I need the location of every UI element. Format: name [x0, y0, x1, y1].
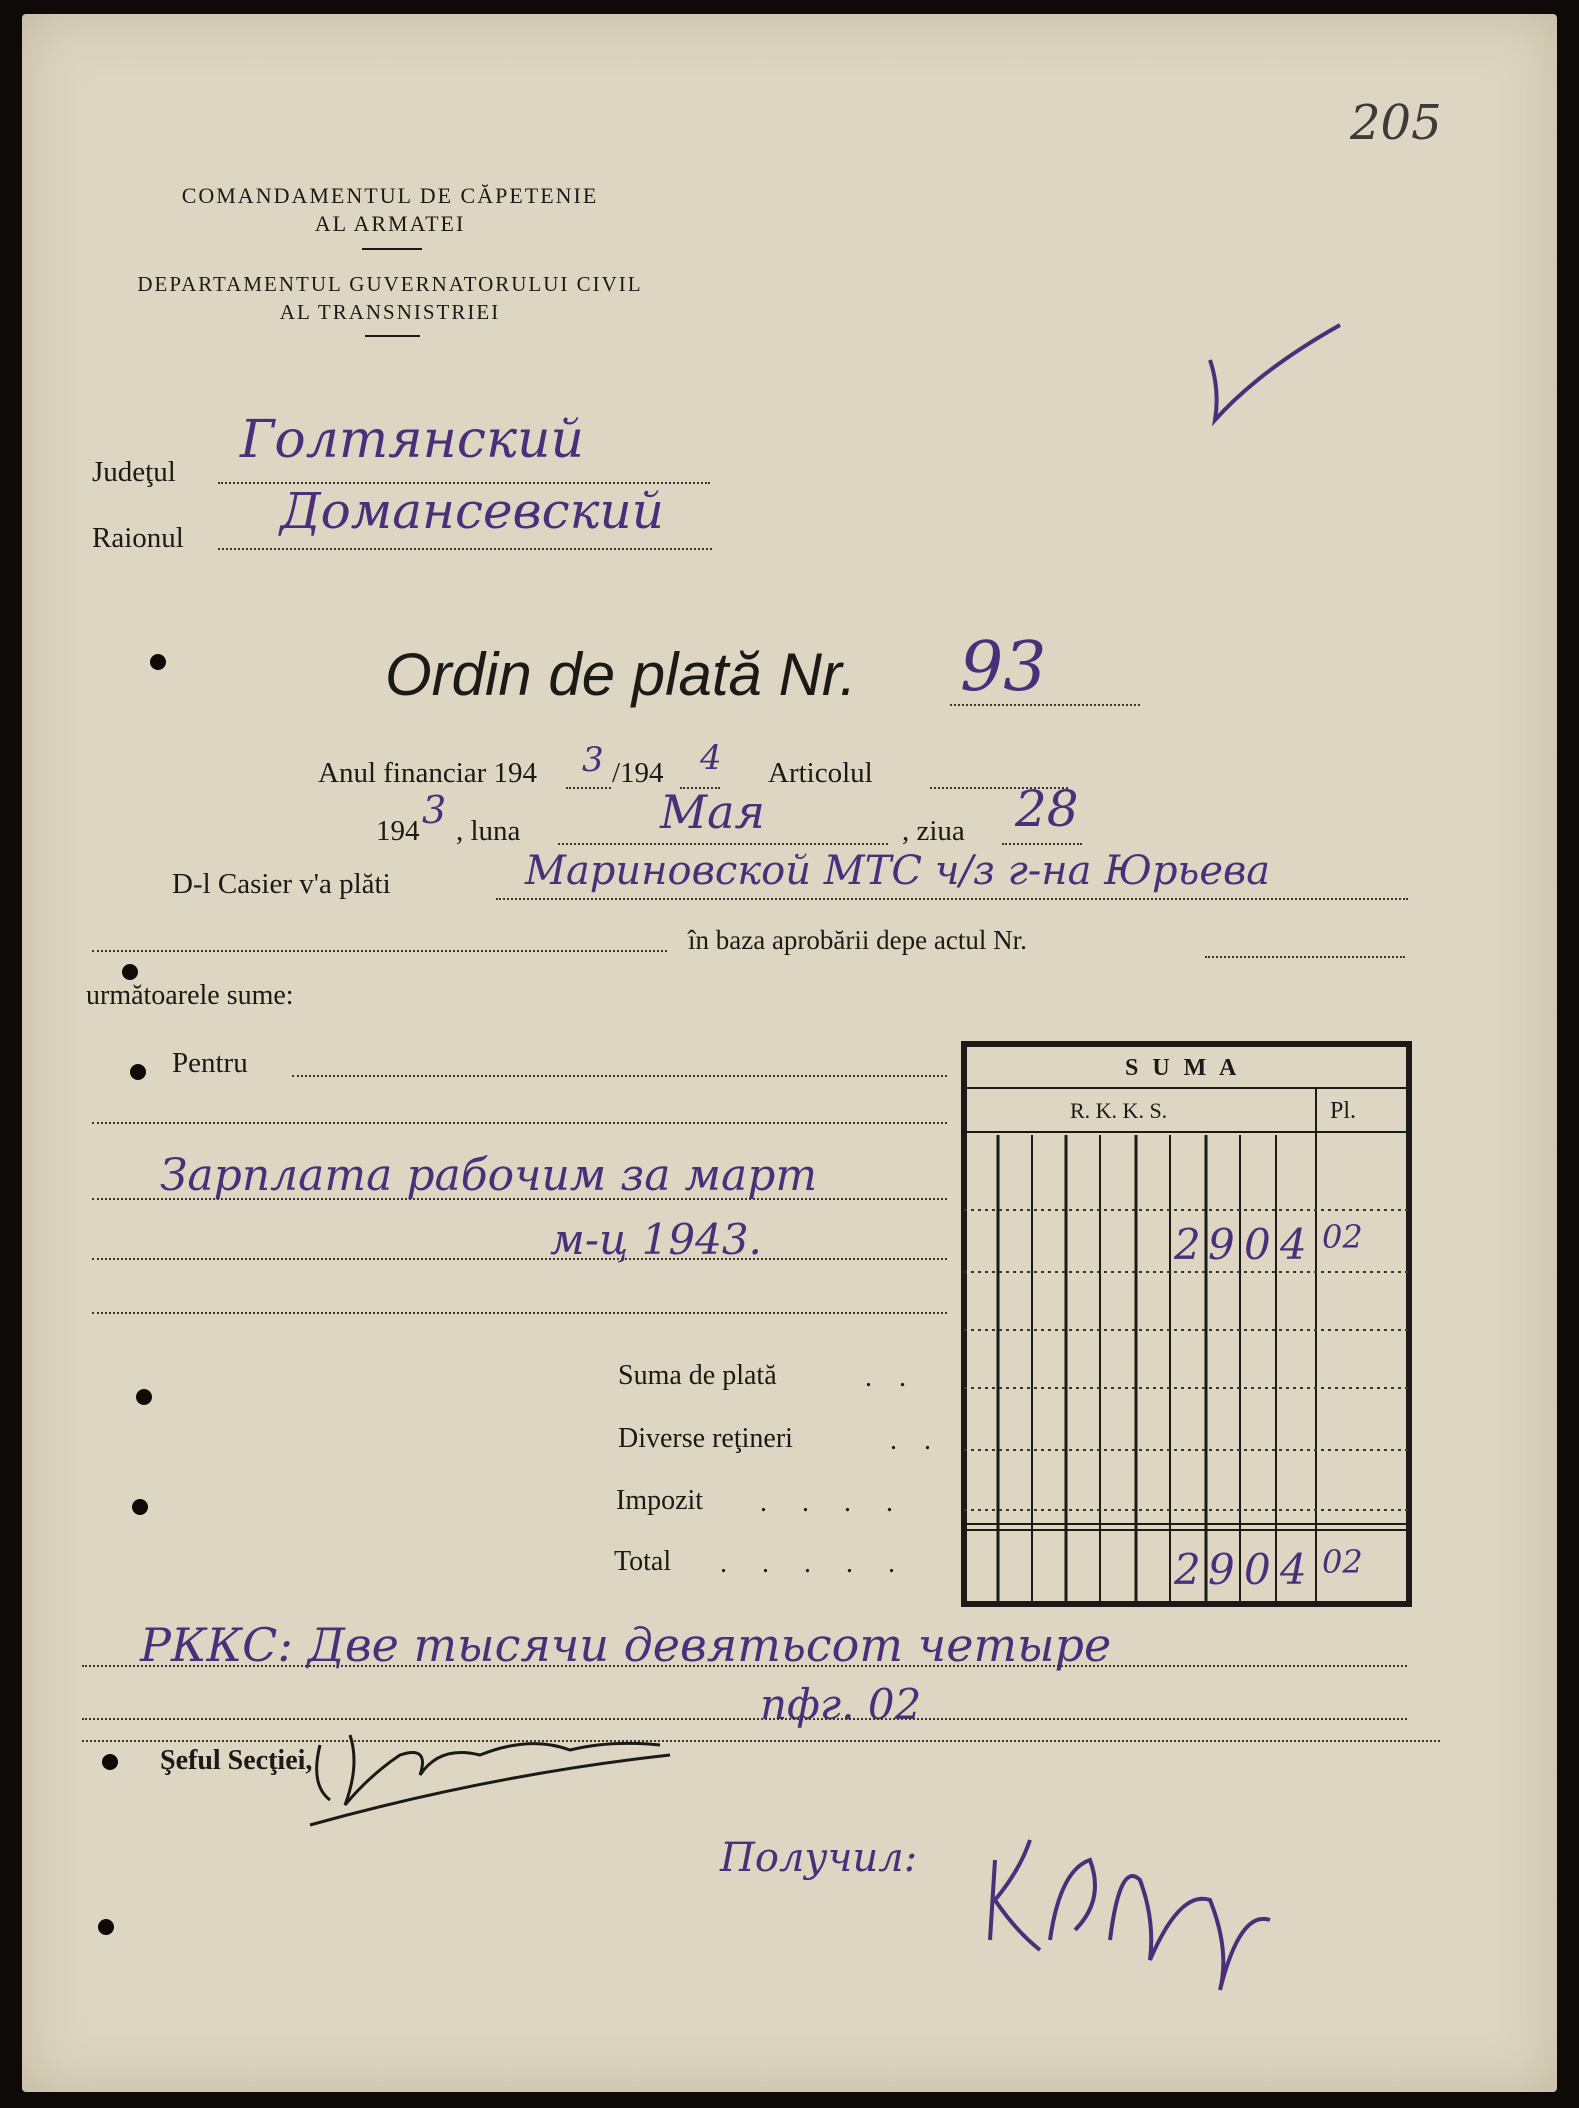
articolul-label: Articolul — [768, 757, 873, 789]
ziua-value: 28 — [1015, 780, 1079, 838]
luna-label: , luna — [456, 815, 521, 847]
signature-head-of-section — [290, 1715, 690, 1835]
anul-dots-1 — [566, 787, 611, 789]
baza-line — [1205, 956, 1405, 958]
entry-pl: 02 — [1322, 1218, 1363, 1256]
pentru-line-2 — [92, 1122, 947, 1124]
baza-label: în baza aprobării depe actul Nr. — [688, 925, 1027, 955]
total-digit: 0 — [1244, 1545, 1271, 1594]
casier-value: Мариновской МТС ч/з г-на Юрьева — [525, 848, 1271, 894]
received-label: Получил: — [720, 1835, 918, 1881]
entry-digit: 4 — [1280, 1220, 1307, 1269]
header-line-2: AL ARMATEI — [314, 211, 466, 236]
amount-in-words-1: РККС: Две тысячи девятьсот четыре — [140, 1618, 1112, 1672]
luna-value: Мая — [660, 785, 765, 839]
order-title: Ordin de plată Nr. — [385, 641, 857, 708]
pl-header: Pl. — [1330, 1098, 1357, 1124]
casier-line — [496, 898, 1408, 900]
judetul-value: Голтянский — [240, 410, 584, 470]
pentru-line-4 — [92, 1258, 947, 1260]
entry-digit: 0 — [1244, 1220, 1271, 1269]
order-number: 93 — [960, 628, 1047, 707]
header-divider — [362, 248, 422, 250]
punch-hole — [136, 1389, 152, 1405]
pentru-text-2: м-ц 1943. — [550, 1215, 762, 1264]
pentru-line — [292, 1075, 947, 1077]
anul-financiar-label: Anul financiar 194 — [318, 757, 538, 789]
raionul-value: Домансевский — [280, 482, 664, 540]
raionul-label: Raionul — [92, 522, 184, 554]
dot-leader: . . — [865, 1362, 916, 1393]
amount-table — [960, 1040, 1415, 1610]
dot-leader: . . . . — [760, 1487, 907, 1518]
punch-hole — [130, 1064, 146, 1080]
total-digit: 4 — [1280, 1545, 1307, 1594]
rkks-header: R. K. K. S. — [1070, 1098, 1168, 1123]
date-prefix: 194 — [376, 815, 420, 847]
raionul-line — [218, 548, 712, 550]
words-line-1 — [82, 1665, 1407, 1667]
entry-digit: 2 — [1174, 1220, 1201, 1269]
luna-line — [558, 843, 888, 845]
header-line-4: AL TRANSNISTRIEI — [279, 300, 501, 324]
suma-header: S U M A — [1125, 1055, 1241, 1081]
pentru-line-3 — [92, 1198, 947, 1200]
anul-year-1: 3 — [582, 740, 604, 780]
anul-separator: /194 — [612, 757, 664, 789]
urmatoarele-label: următoarele sume: — [86, 980, 294, 1011]
checkmark-icon — [1200, 310, 1350, 440]
suma-de-plata-label: Suma de plată — [618, 1360, 777, 1391]
punch-hole — [102, 1754, 118, 1770]
diverse-label: Diverse reţineri — [618, 1423, 793, 1454]
punch-hole — [98, 1919, 114, 1935]
entry-digit: 9 — [1208, 1220, 1235, 1269]
archive-number: 205 — [1350, 95, 1442, 151]
punch-hole — [122, 964, 138, 980]
punch-hole — [132, 1499, 148, 1515]
impozit-label: Impozit — [616, 1485, 704, 1516]
words-line-2 — [82, 1718, 1407, 1720]
signature-recipient — [980, 1800, 1300, 2020]
punch-hole — [150, 654, 166, 670]
pentru-text-1: Зарплата рабочим за март — [160, 1150, 818, 1201]
date-year: 3 — [422, 788, 447, 832]
dot-leader: . . — [890, 1425, 941, 1456]
ziua-label: , ziua — [902, 815, 965, 847]
words-line-3 — [82, 1740, 1440, 1742]
total-digit: 9 — [1208, 1545, 1235, 1594]
header-line-1: COMANDAMENTUL DE CĂPETENIE — [181, 183, 599, 208]
dot-leader: . . . . . — [720, 1548, 909, 1579]
seful-sectiei-label: Şeful Secţiei, — [160, 1745, 313, 1776]
judetul-label: Judeţul — [92, 456, 176, 488]
header-line-3: DEPARTAMENTUL GUVERNATORULUI CIVIL — [137, 272, 643, 296]
casier-label: D-l Casier v'a plăti — [172, 868, 391, 900]
ziua-line — [1002, 843, 1082, 845]
total-label: Total — [614, 1546, 672, 1577]
casier-line-2 — [92, 950, 667, 952]
total-pl: 02 — [1322, 1543, 1363, 1581]
pentru-label: Pentru — [172, 1047, 248, 1079]
header-divider — [365, 335, 420, 337]
total-digit: 2 — [1174, 1545, 1201, 1594]
pentru-line-5 — [92, 1312, 947, 1314]
anul-year-2: 4 — [700, 738, 722, 778]
amount-in-words-2: пфг. 02 — [760, 1680, 922, 1729]
